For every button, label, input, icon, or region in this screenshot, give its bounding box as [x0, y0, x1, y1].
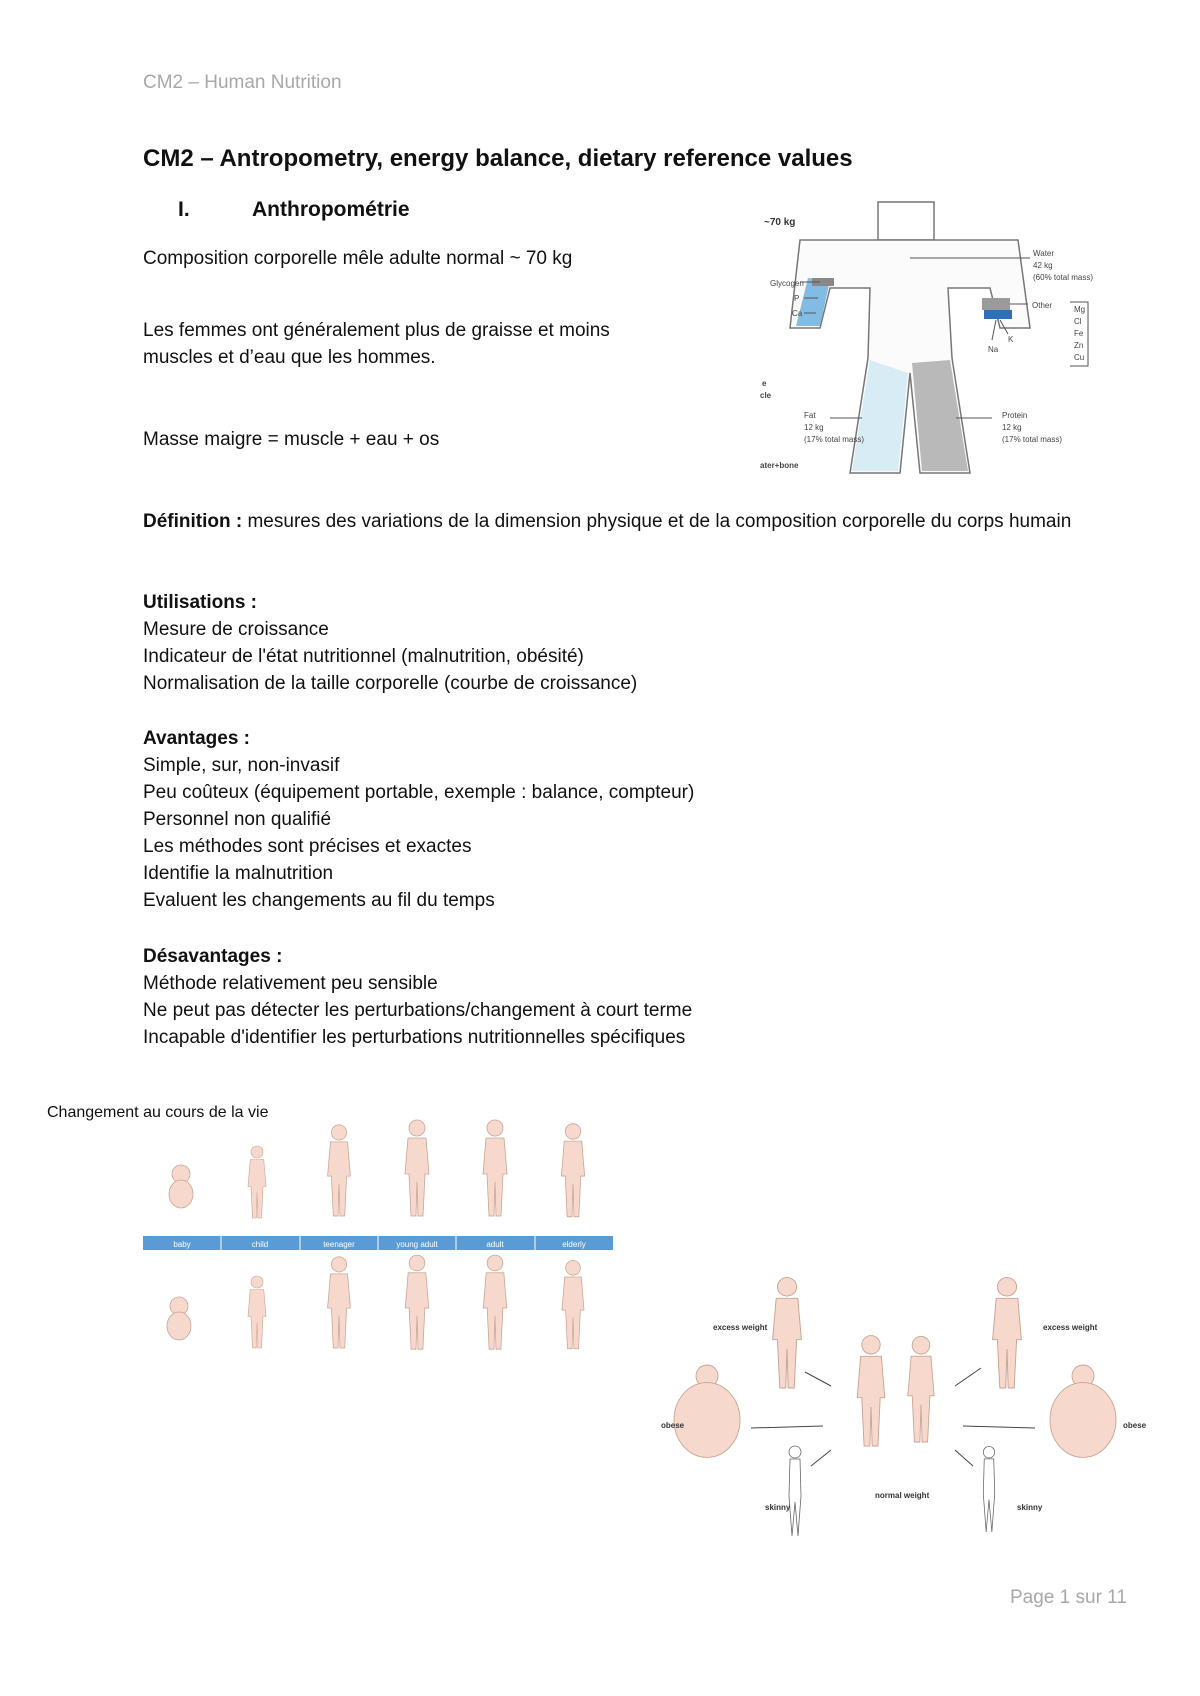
- definition-label: Définition :: [143, 511, 243, 532]
- label-skinny-right: skinny: [1017, 1503, 1043, 1512]
- label-obese-right: obese: [1123, 1421, 1147, 1430]
- protein-kg-label: 12 kg: [1002, 423, 1022, 432]
- utilisations-block: [143, 589, 637, 697]
- young-adult-top: [405, 1120, 429, 1216]
- mineral-cl: Cl: [1074, 317, 1082, 326]
- skinny-man: [789, 1446, 801, 1536]
- definition-paragraph: [143, 508, 1133, 535]
- utilisation-item: Normalisation de la taille corporelle (courbe de croissance): [143, 673, 638, 694]
- desavantages-block: [143, 943, 692, 1051]
- mineral-zn: Zn: [1074, 341, 1084, 350]
- protein-label: Protein: [1002, 411, 1028, 420]
- adult-top: [483, 1120, 507, 1216]
- avantage-item: Simple, sur, non-invasif: [143, 755, 340, 776]
- label-excess-weight-left: excess weight: [713, 1323, 768, 1332]
- weight-status-figure: [655, 1268, 1155, 1568]
- stage-label-young-adult: young adult: [396, 1240, 438, 1249]
- lean-mass-text: Masse maigre = muscle + eau + os: [143, 429, 440, 450]
- desavantages-label: Désavantages :: [143, 946, 283, 967]
- arrow-to-excess-right: [955, 1368, 981, 1386]
- stage-label-teenager: teenager: [323, 1240, 355, 1249]
- child-bottom: [248, 1276, 266, 1348]
- na-label: Na: [988, 345, 999, 354]
- arrow-to-skinny-left: [811, 1450, 831, 1466]
- label-skinny-left: skinny: [765, 1503, 791, 1512]
- baby-bottom: [167, 1297, 191, 1340]
- cut-label-bone: ater+bone: [760, 461, 799, 470]
- weight-label: ~70 kg: [764, 217, 796, 228]
- avantages-block: [143, 725, 694, 914]
- section-title: Anthropométrie: [252, 198, 410, 221]
- na-line: [992, 320, 996, 340]
- arrow-to-obese-left: [751, 1426, 823, 1428]
- mineral-cu: Cu: [1074, 353, 1085, 362]
- water-pct-label: (60% total mass): [1033, 273, 1094, 282]
- skinny-woman: [983, 1447, 994, 1533]
- body-composition-figure: [760, 198, 1100, 480]
- definition-text: mesures des variations de la dimension physique et de la composition corporelle du corps humain: [242, 511, 1072, 532]
- elderly-top: [561, 1124, 584, 1217]
- section-heading: [178, 198, 410, 222]
- cut-label-cle: cle: [760, 391, 772, 400]
- fat-label: Fat: [804, 411, 816, 420]
- baby-top: [169, 1165, 193, 1208]
- desavantage-item: Incapable d'identifier les perturbations nutritionnelles spécifiques: [143, 1027, 686, 1048]
- page-title: CM2 – Antropometry, energy balance, dietary reference values: [143, 145, 853, 172]
- desavantage-item: Méthode relativement peu sensible: [143, 973, 438, 994]
- child-top: [248, 1146, 266, 1218]
- na-bar: [984, 310, 1012, 319]
- desavantage-item: Ne peut pas détecter les perturbations/changement à court terme: [143, 1000, 693, 1021]
- mineral-fe: Fe: [1074, 329, 1084, 338]
- section-number: I.: [178, 198, 190, 221]
- composition-text: Composition corporelle mêle adulte normal ~ 70 kg: [143, 248, 573, 269]
- avantage-item: Peu coûteux (équipement portable, exemple : balance, compteur): [143, 782, 695, 803]
- teenager-top: [328, 1125, 351, 1216]
- avantage-item: Evaluent les changements au fil du temps: [143, 890, 495, 911]
- fat-pct-label: (17% total mass): [804, 435, 865, 444]
- other-bar: [982, 298, 1010, 310]
- water-kg-label: 42 kg: [1033, 261, 1053, 270]
- page-number: Page 1 sur 11: [1010, 1587, 1127, 1608]
- arrow-to-obese-right: [963, 1426, 1035, 1428]
- utilisation-item: Mesure de croissance: [143, 619, 329, 640]
- arrow-to-excess-left: [805, 1372, 831, 1386]
- avantage-item: Personnel non qualifié: [143, 809, 332, 830]
- stage-label-adult: adult: [486, 1240, 504, 1249]
- utilisations-label: Utilisations :: [143, 592, 258, 613]
- life-stages-figure: [143, 1110, 613, 1380]
- avantages-label: Avantages :: [143, 728, 250, 749]
- figure-head: [878, 202, 934, 240]
- young-adult-bottom: [405, 1255, 429, 1349]
- adult-bottom: [483, 1255, 507, 1349]
- k-label: K: [1008, 335, 1014, 344]
- protein-pct-label: (17% total mass): [1002, 435, 1063, 444]
- obese-man: [674, 1365, 740, 1457]
- teenager-bottom: [328, 1257, 351, 1348]
- stage-label-baby: baby: [173, 1240, 191, 1249]
- utilisation-item: Indicateur de l'état nutritionnel (malnutrition, obésité): [143, 646, 584, 667]
- excess-weight-man: [773, 1278, 802, 1388]
- stage-label-child: child: [251, 1240, 269, 1249]
- normal-weight-man: [857, 1336, 885, 1446]
- water-label: Water: [1033, 249, 1055, 258]
- stage-label-elderly: elderly: [562, 1240, 586, 1249]
- normal-weight-woman: [908, 1336, 934, 1442]
- mineral-mg: Mg: [1074, 305, 1086, 314]
- avantage-item: Les méthodes sont précises et exactes: [143, 836, 472, 857]
- running-header: CM2 – Human Nutrition: [143, 72, 342, 93]
- ca-label: Ca: [792, 309, 803, 318]
- life-figure-caption: Changement au cours de la vie: [47, 1104, 269, 1121]
- fat-kg-label: 12 kg: [804, 423, 824, 432]
- elderly-bottom: [562, 1260, 584, 1348]
- avantage-item: Identifie la malnutrition: [143, 863, 334, 884]
- label-normal-weight: normal weight: [875, 1491, 930, 1500]
- glycogen-label: Glycogen: [770, 279, 804, 288]
- women-text: Les femmes ont généralement plus de graisse et moins muscles et d’eau que les hommes.: [143, 320, 610, 368]
- obese-woman: [1050, 1365, 1116, 1457]
- cut-label-e: e: [762, 379, 767, 388]
- excess-weight-woman: [993, 1278, 1022, 1388]
- arrow-to-skinny-right: [955, 1450, 973, 1466]
- label-excess-weight-right: excess weight: [1043, 1323, 1098, 1332]
- p-label: P: [794, 294, 800, 303]
- other-label: Other: [1032, 301, 1053, 310]
- label-obese-left: obese: [661, 1421, 685, 1430]
